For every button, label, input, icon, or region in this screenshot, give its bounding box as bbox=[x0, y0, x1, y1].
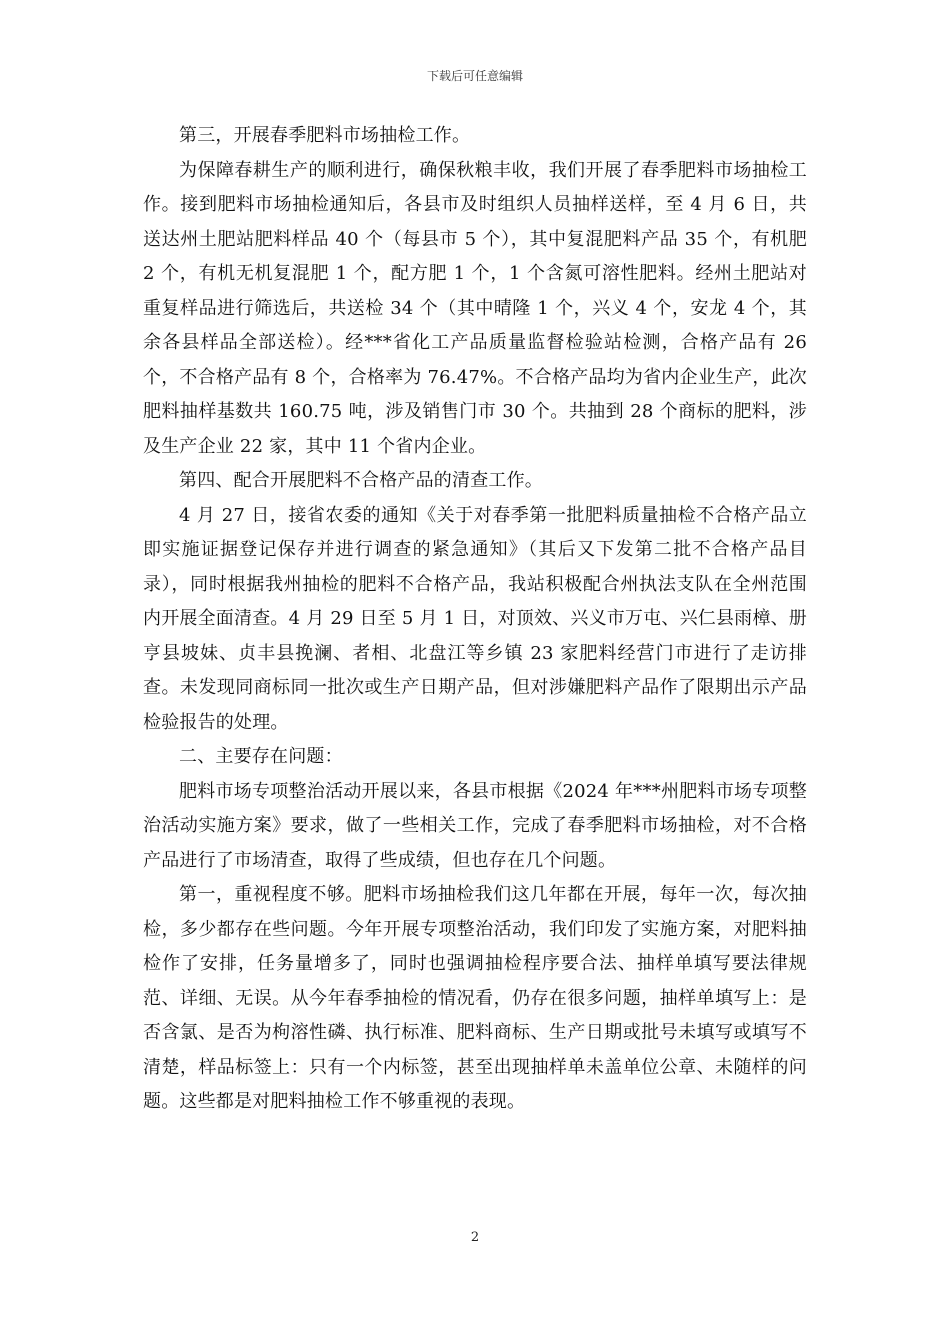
page-header-note: 下载后可任意编辑 bbox=[426, 69, 523, 83]
document-body bbox=[143, 119, 807, 1120]
paragraph-problems-heading: 二、主要存在问题： bbox=[179, 746, 343, 767]
page-number: 2 bbox=[470, 1230, 480, 1245]
paragraph-section-three-title: 第三，开展春季肥料市场抽检工作。 bbox=[179, 125, 471, 146]
paragraph-spring-inspection: 为保障春耕生产的顺利进行，确保秋粮丰收，我们开展了春季肥料市场抽检工作。接到肥料市场抽检通知后，各县市及时组织人员抽样送样，至 4 月 6 日，共送达州土肥站肥料样品 40 个（每县市 5 个），其中复混肥料产品 35 个，有机肥 2 个，有机无机复混肥 1 个，配方肥 1 个，1 个含氮可溶性肥料。经州土肥站对重复样品进行筛选后，共送检 34 个（其中晴隆 1 个，兴义 4 个，安龙 4 个，其余各县样品全部送检）。经***省化工产品质量监督检验站检测，合格产品有 26 个，不合格产品有 8 个，合格率为 76.47%。不合格产品均为省内企业生产，此次肥料抽样基数共 160.75 吨，涉及销售门市 30 个。共抽到 28 个商标的肥料，涉及生产企业 22 家，其中 11 个省内企业。 bbox=[143, 159, 807, 457]
paragraph-section-four-title: 第四、配合开展肥料不合格产品的清查工作。 bbox=[179, 470, 543, 491]
paragraph-clearance-work: 4 月 27 日，接省农委的通知《关于对春季第一批肥料质量抽检不合格产品立即实施证据登记保存并进行调查的紧急通知》（其后又下发第二批不合格产品目录），同时根据我州抽检的肥料不合格产品，我站积极配合州执法支队在全州范围内开展全面清查。4 月 29 日至 5 月 1 日，对顶效、兴义市万屯、兴仁县雨樟、册亨县坡妹、贞丰县挽澜、者相、北盘江等乡镇 23 家肥料经营门市进行了走访排查。未发现同商标同一批次或生产日期产品，但对涉嫌肥料产品作了限期出示产品检验报告的处理。 bbox=[143, 504, 807, 733]
paragraph-problem-one: 第一，重视程度不够。肥料市场抽检我们这几年都在开展，每年一次，每次抽检，多少都存在些问题。今年开展专项整治活动，我们印发了实施方案，对肥料抽检作了安排，任务量增多了，同时也强调抽检程序要合法、抽样单填写要法律规范、详细、无误。从今年春季抽检的情况看，仍存在很多问题，抽样单填写上：是否含氯、是否为枸溶性磷、执行标准、肥料商标、生产日期或批号未填写或填写不清楚，样品标签上：只有一个内标签，甚至出现抽样单未盖单位公章、未随样的问题。这些都是对肥料抽检工作不够重视的表现。 bbox=[143, 884, 807, 1112]
paragraph-problems-intro: 肥料市场专项整治活动开展以来，各县市根据《2024 年***州肥料市场专项整治活动实施方案》要求，做了一些相关工作，完成了春季肥料市场抽检，对不合格产品进行了市场清查，取得了些成绩，但也存在几个问题。 bbox=[143, 780, 807, 871]
